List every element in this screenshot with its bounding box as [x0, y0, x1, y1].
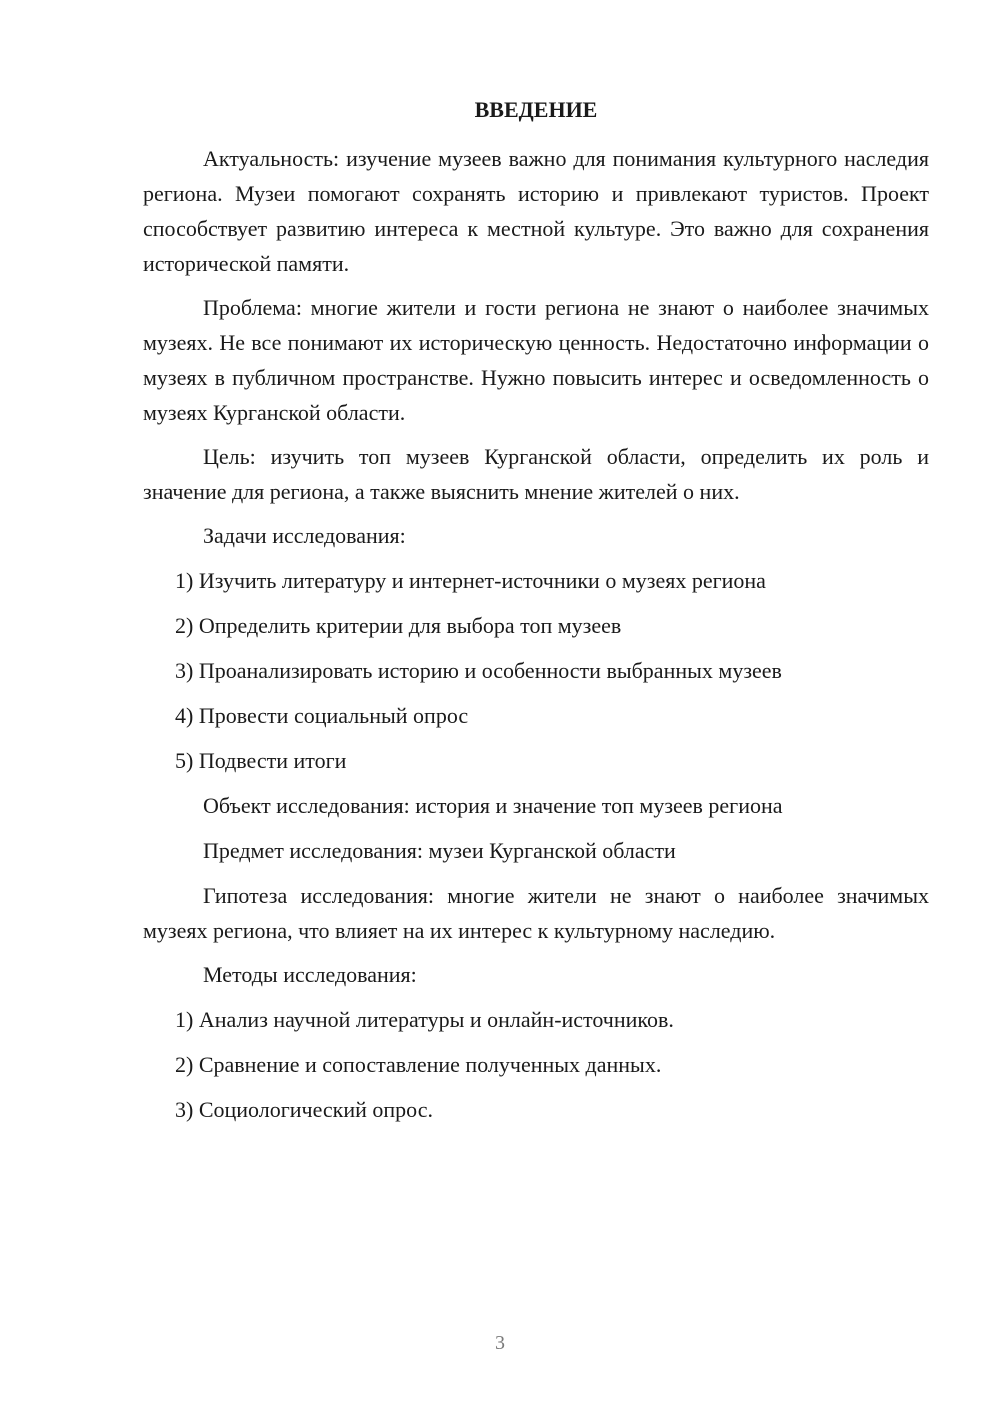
list-item: 2) Сравнение и сопоставление полученных данных. [175, 1052, 662, 1077]
section-title: ВВЕДЕНИЕ [474, 97, 598, 122]
subject-line: Предмет исследования: музеи Курганской области [203, 838, 676, 863]
goal-paragraph: Цель: изучить топ музеев Курганской области, определить их роль и значение для региона, а также выяснить мнение жителей о них. [143, 444, 929, 504]
document-body [143, 95, 929, 1137]
methods-heading: Методы исследования: [203, 962, 417, 987]
list-item: 1) Анализ научной литературы и онлайн-источников. [175, 1007, 674, 1032]
list-item: 2) Определить критерии для выбора топ музеев [175, 613, 622, 638]
list-item: 3) Проанализировать историю и особенности выбранных музеев [175, 658, 782, 683]
relevance-paragraph: Актуальность: изучение музеев важно для понимания культурного наследия региона. Музеи помогают сохранять историю и привлекают туристов. Проект способствует развитию интереса к местной культуре. Это важно для сохранения исторической памяти. [143, 146, 929, 276]
list-item: 1) Изучить литературу и интернет-источники о музеях региона [175, 568, 766, 593]
list-item: 3) Социологический опрос. [175, 1097, 433, 1122]
tasks-heading: Задачи исследования: [203, 523, 406, 548]
tasks-list [143, 563, 929, 778]
list-item: 5) Подвести итоги [175, 748, 347, 773]
hypothesis-paragraph: Гипотеза исследования: многие жители не знают о наиболее значимых музеях региона, что влияет на их интерес к культурному наследию. [143, 883, 929, 943]
list-item: 4) Провести социальный опрос [175, 703, 469, 728]
problem-paragraph: Проблема: многие жители и гости региона не знают о наиболее значимых музеях. Не все понимают их историческую ценность. Недостаточно информации о музеях в публичном пространстве. Нужно повысить интерес и осведомленность о музеях Курганской области. [143, 295, 929, 425]
methods-list [143, 1002, 929, 1127]
page-number: 3 [495, 1332, 505, 1354]
object-line: Объект исследования: история и значение топ музеев региона [203, 793, 783, 818]
